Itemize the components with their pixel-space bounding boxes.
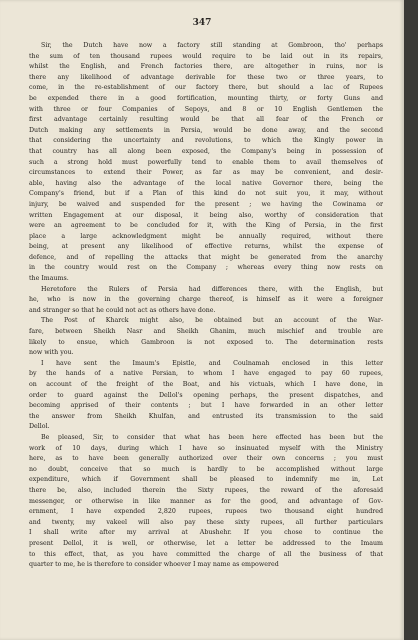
text-line: no doubt, conceive that so much is hardly to be accomplished without large bbox=[29, 465, 383, 473]
text-line: likely to ensue, which Gambroon is not exposed to. The determination rests bbox=[29, 338, 383, 346]
text-line: the sum of ten thousand rupees would require to be laid out in its repairs, bbox=[29, 52, 383, 60]
body-text bbox=[29, 41, 383, 571]
text-line: whilst the English, and French factories there, are altogether in ruins, nor is bbox=[29, 63, 383, 71]
text-line: he, who is now in the governing charge thereof, is himself as it were a foreigner bbox=[29, 296, 383, 304]
text-line: The Post of Kharck might also, be obtained but an account of the War- bbox=[41, 317, 383, 325]
text-line: expenditure, which if Government shall be pleased to indemnify me in, Let bbox=[29, 476, 383, 484]
text-line: place a large acknowledgment might be annually required, without there bbox=[29, 232, 383, 240]
text-line: the Imaums. bbox=[29, 275, 69, 283]
text-line: becoming apprised of their contents ; but I have forwarded in an other letter bbox=[29, 402, 383, 410]
text-line: messenger, or otherwise in like manner as for the good, and advantage of Gov- bbox=[29, 497, 383, 505]
text-line: I shall write after my arrival at Abushehr. If you chose to continue the bbox=[29, 529, 383, 537]
text-line: to this effect, that, as you have committed the charge of all the business of that bbox=[29, 550, 383, 558]
text-line: injury, be waived and suspended for the present ; we having the Cowinama or bbox=[29, 200, 383, 208]
page-number: 347 bbox=[192, 18, 212, 28]
text-line: in the country would rest on the Company ; whereas every thing now rests on bbox=[29, 264, 383, 272]
text-line: now with you. bbox=[29, 349, 74, 357]
text-line: being, at present any likelihood of effective returns, whilst the expense of bbox=[29, 243, 383, 251]
text-line: Company's friend, but if a Plan of this kind do not suit you, it may, without bbox=[29, 190, 383, 198]
text-line: order to guard against the Dellol's opening perhaps, the present dispatches, and bbox=[29, 391, 383, 399]
text-line: the answer from Sheikh Khulfan, and entrusted its transmission to the said bbox=[29, 412, 383, 420]
text-line: Be pleased, Sir, to consider that what has been here effected has been but the bbox=[41, 433, 383, 441]
text-line: come, in the re-establishment of our factory there, but should a lac of Rupees bbox=[29, 84, 383, 92]
text-line: ernment, I have expended 2,820 rupees, rupees two thousand eight hundred bbox=[29, 508, 383, 516]
text-line: on account of the freight of the Boat, and his victuals, which I have done, in bbox=[29, 381, 383, 388]
text-line: Sir, the Dutch have now a factory still standing at Gombroon, tho' perhaps bbox=[41, 42, 383, 49]
text-line: there any likelihood of advantage derivable for these two or three years, to bbox=[29, 73, 383, 81]
text-line: here, as to have been generally authorized over their own concerns ; you must bbox=[29, 455, 383, 463]
text-line: fare, between Sheikh Nasr and Sheikh Ghanim, much mischief and trouble are bbox=[29, 328, 383, 336]
text-line: Dutch making any settlements in Persia, would be done away, and the second bbox=[29, 126, 383, 134]
text-line: that considering the uncertainty and revolutions, to which the Kingly power in bbox=[29, 137, 383, 145]
text-line: be expended there in a good fortification, mounting thirty, or forty Guns and bbox=[29, 94, 383, 102]
text-line: that country has all along been exposed, the Company's being in possession of bbox=[29, 147, 383, 155]
text-line: I have sent the Imaum's Epistle, and Coulnamah enclosed in this letter bbox=[41, 359, 383, 367]
text-line: defence, and of repelling the attacks that might be generated from the anarchy bbox=[29, 253, 383, 261]
text-line: able, having also the advantage of the local native Governor there, being the bbox=[29, 179, 383, 187]
text-line: present Dellol, it is well, or otherwise, let a letter be addressed to the Imaum bbox=[29, 539, 383, 547]
text-line: written Engagement at our disposal, it being also, worthy of consideration that bbox=[29, 211, 383, 219]
text-line: there be, also, included therein the Sixty rupees, the reward of the aforesaid bbox=[29, 486, 383, 494]
text-line: first advantage certainly resulting would be that all fear of the French or bbox=[29, 116, 383, 124]
text-line: and twenty, my vakeel will also pay these sixty rupees, all further particulars bbox=[29, 518, 383, 526]
text-line: work of 10 days, during which I have so insinuated myself with the Ministry bbox=[29, 444, 383, 452]
text-line: quarter to me, he is therefore to consider whoever I may name as empowered bbox=[29, 561, 279, 569]
text-line: Heretofore the Rulers of Persia had differences there, with the English, but bbox=[41, 285, 383, 293]
text-line: with three or four Companies of Sepoys, and 8 or 10 English Gentlemen the bbox=[29, 105, 383, 113]
text-line: were an agreement to be concluded for it, with the King of Persia, in the first bbox=[29, 222, 383, 230]
text-line: such a strong hold must powerfully tend to enable them to avail themselves of bbox=[29, 158, 383, 166]
text-line: by the hands of a native Persian, to whom I have engaged to pay 60 rupees, bbox=[29, 370, 383, 378]
text-line: Dellol. bbox=[29, 423, 50, 431]
text-line: and stranger so that he could not act as others have done. bbox=[29, 306, 216, 314]
text-line: circumstances to extend their Power, as far as may be convenient, and desir- bbox=[29, 169, 383, 177]
